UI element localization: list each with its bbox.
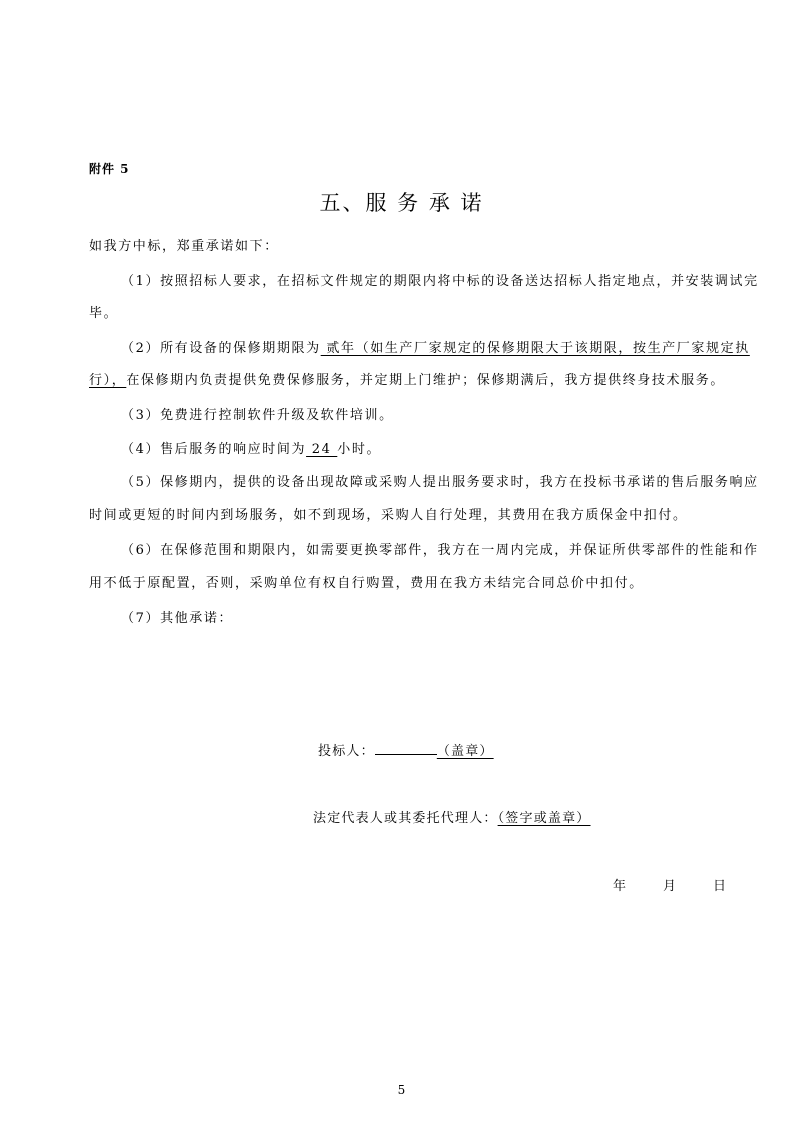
date-year: 年 [613,879,627,894]
response-time-value: 24 [306,442,338,457]
bidder-seal-field[interactable] [375,744,494,759]
item-1-line-1: （1）按照招标人要求，在招标文件规定的期限内将中标的设备送达招标人指定地点，并安装调试完 [121,274,759,289]
bidder-signature-line [318,740,494,759]
bidder-blank [375,742,437,755]
representative-signature-line [313,807,591,826]
item-7: （7）其他承诺： [121,611,234,626]
warranty-period-end: 行）， [89,373,127,388]
item-4 [121,438,381,457]
item-2-prefix: （2）所有设备的保修期期限为 [121,341,321,356]
representative-label: 法定代表人或其委托代理人： [313,811,498,826]
attachment-label: 附件 5 [89,162,130,176]
item-2-line-2 [89,369,725,388]
item-4-prefix: （4）售后服务的响应时间为 [121,442,307,457]
item-6-line-2: 用不低于原配置，否则，采购单位有权自行购置，费用在我方未结完合同总价中扣付。 [89,576,644,591]
page-number: 5 [397,1083,406,1097]
item-2-rest: 在保修期内负责提供免费保修服务，并定期上门维护；保修期满后，我方提供终身技术服务。 [126,373,725,388]
bidder-label: 投标人： [318,744,375,759]
item-1-line-2: 毕。 [89,306,119,321]
item-5-line-2: 时间或更短的时间内到场服务，如不到现场，采购人自行处理，其费用在我方质保金中扣付。 [89,508,688,523]
item-2-line-1 [121,337,750,356]
item-5-line-1: （5）保修期内，提供的设备出现故障或采购人提出服务要求时，我方在投标书承诺的售后服务响应 [121,475,759,490]
date-day: 日 [713,879,727,894]
bidder-seal-text: （盖章） [436,744,494,759]
item-6-line-1: （6）在保修范围和期限内，如需要更换零部件，我方在一周内完成，并保证所供零部件的性能和作 [121,543,759,558]
item-4-suffix: 小时。 [337,442,382,457]
representative-seal-field[interactable]: （签字或盖章） [497,811,591,826]
date-month: 月 [663,879,677,894]
intro-text: 如我方中标，郑重承诺如下： [89,239,279,254]
item-3: （3）免费进行控制软件升级及软件培训。 [121,408,394,423]
warranty-period-text: 贰年（如生产厂家规定的保修期限大于该期限，按生产厂家规定执 [320,341,750,356]
page-title: 五、服 务 承 诺 [319,191,484,215]
